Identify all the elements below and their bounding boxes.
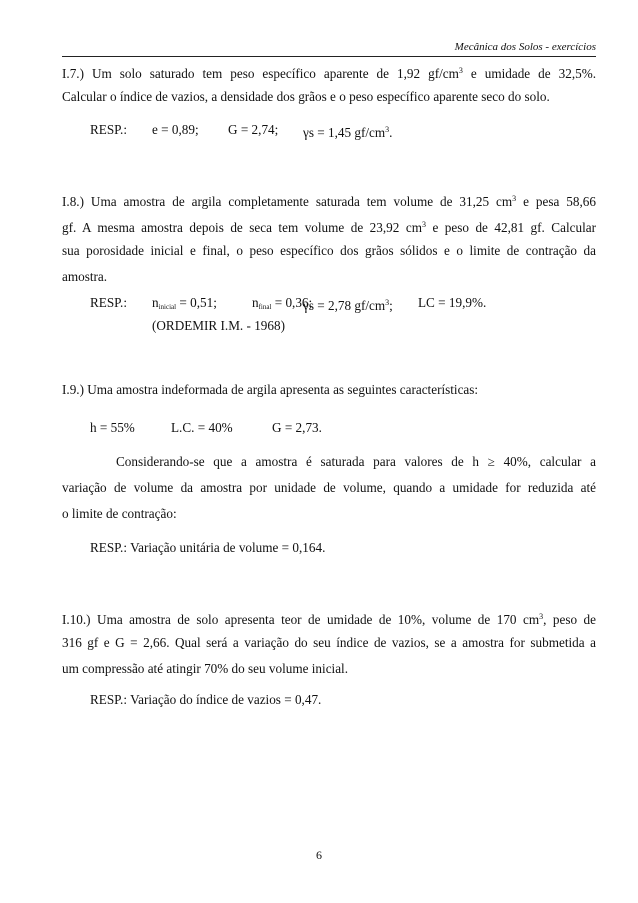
answer-grain-unit-weight: γs = 2,78 $gf/cm^3$; [303,298,393,313]
source-citation: (ORDEMIR I.M. - 1968) [152,318,285,333]
exercise-1-9-answer: RESP.: Variação unitária de volume = 0,164. [90,540,326,555]
text-line: Considerando-se que a amostra é saturada para valores de h ≥ 40%, calcular a [116,454,596,469]
answer-dry-unit-weight: γs = 1,45 $gf/cm^3$. [303,125,393,140]
answer-initial-porosity: $n_{inicial} = 0,51$; [152,295,217,311]
page-number: 6 [316,848,322,862]
text-line: um compressão até atingir 70% do seu volume inicial. [62,661,349,676]
text-line: sua porosidade inicial e final, o peso específico dos grãos sólidos e o limite de contração da [62,243,596,258]
answer-final-porosity: $n_{final} = 0,36$; [252,295,313,311]
exercise-1-8-text [62,186,596,290]
text-line: Calcular o índice de vazios, a densidade dos grãos e o peso específico aparente seco do solo. [62,89,550,104]
exercise-1-8-answer-label: RESP.: [90,295,128,310]
text-line: o limite de contração: [62,506,177,521]
exercise-1-10-answer: RESP.: Variação do índice de vazios = 0,47. [90,692,322,707]
exercise-1-9-text [62,449,596,527]
text-line: gf. A mesma amostra depois de seca tem volume de 23,92 $cm^3$ e peso de 42,81 gf. Calcular [62,220,596,235]
exercise-1-9-title: I.9.) Uma amostra indeformada de argila apresenta as seguintes características: [62,382,479,397]
property-specific-gravity: G = 2,73. [272,420,322,435]
answer-shrinkage-limit: LC = 19,9%. [418,295,487,310]
exercise-1-7-text [62,58,596,110]
text-line: I.7.) Um solo saturado tem peso específico aparente de 1,92 $gf/cm^3$ e umidade de 32,5%. [62,66,596,81]
answer-void-ratio: e = 0,89; [152,122,199,137]
text-line: 316 gf e G = 2,66. Qual será a variação do seu índice de vazios, se a amostra for submetida a [62,635,596,650]
running-header: Mecânica dos Solos - exercícios [62,40,596,57]
exercise-1-10-text [62,604,596,682]
exercise-1-7-answer-label: RESP.: [90,122,128,137]
text-line: I.10.) Uma amostra de solo apresenta teor de umidade de 10%, volume de 170 $cm^3$, peso de [62,612,596,627]
answer-grain-density: G = 2,74; [228,122,279,137]
property-moisture: h = 55% [90,420,135,435]
property-shrinkage-limit: L.C. = 40% [171,420,233,435]
text-line: amostra. [62,269,108,284]
text-line: I.8.) Uma amostra de argila completamente saturada tem volume de 31,25 $cm^3$ e pesa 58,66 [62,194,596,209]
text-line: variação de volume da amostra por unidade de volume, quando a umidade for reduzida até [62,480,596,495]
